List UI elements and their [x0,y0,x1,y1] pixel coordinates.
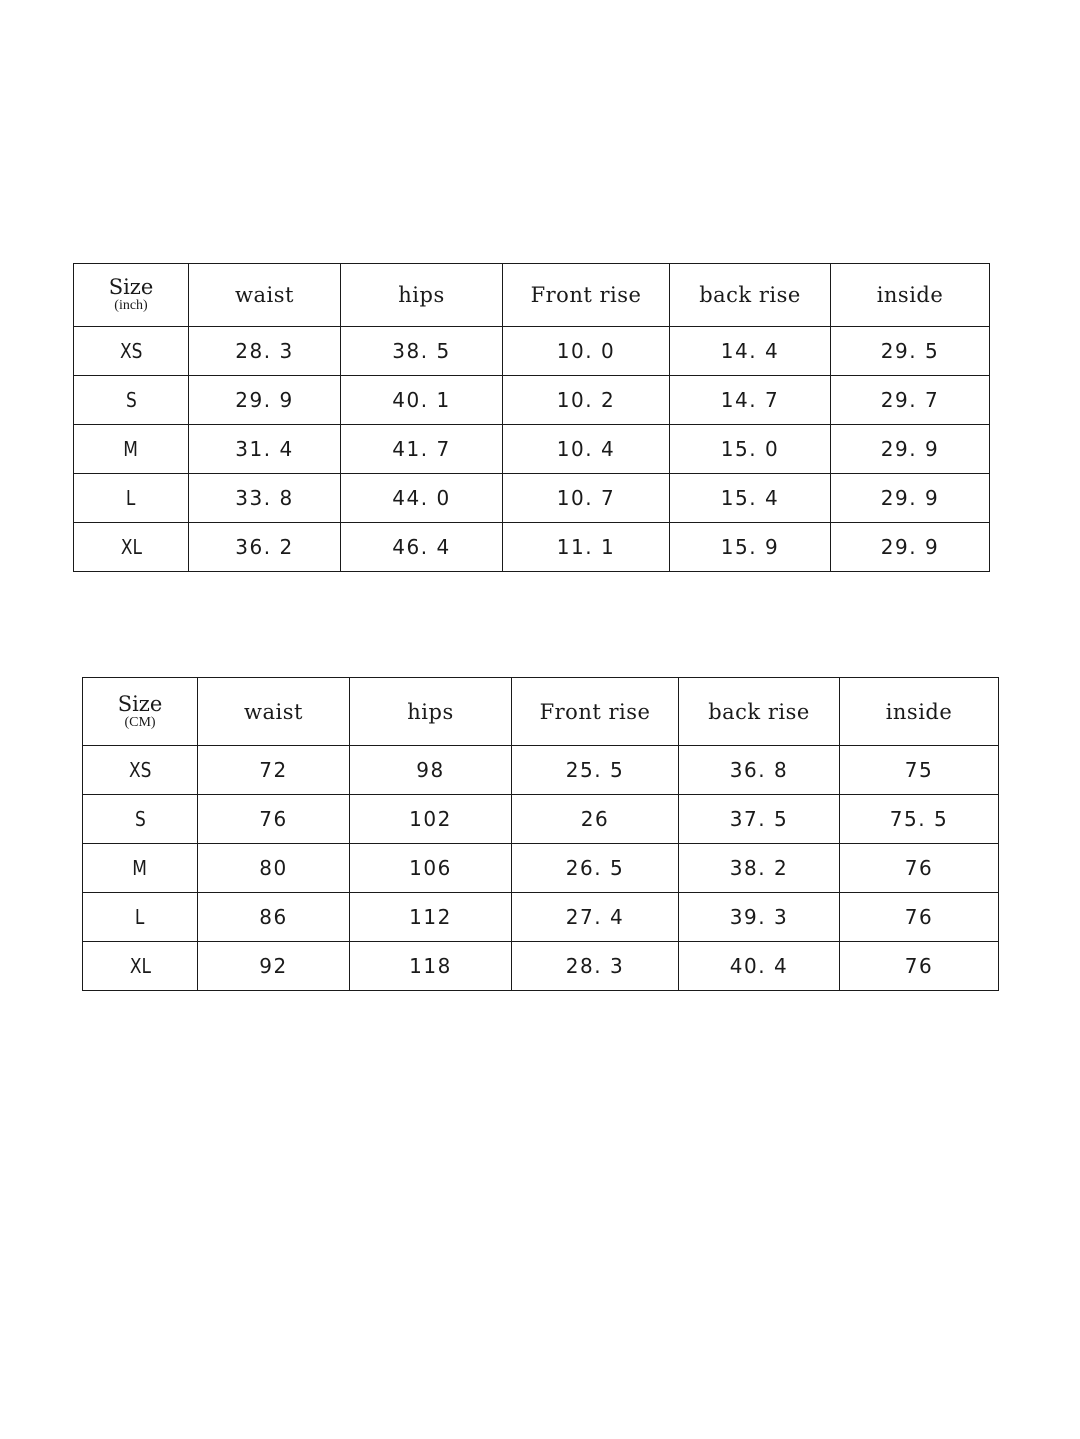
unit-label: (inch) [114,298,148,313]
size-header-cell [83,678,198,746]
size-cell [83,795,198,844]
size-label: L [126,486,136,510]
front-rise-value: 10. 0 [503,327,670,376]
waist-value: 29. 9 [189,376,341,425]
size-header: Size [108,275,154,299]
back-rise-value: 40. 4 [679,942,840,991]
table-row [83,844,999,893]
front-rise-value: 11. 1 [503,523,670,572]
hips-value: 40. 1 [341,376,503,425]
front-rise-value: 10. 2 [503,376,670,425]
back-rise-value: 37. 5 [679,795,840,844]
size-header-cell [74,264,189,327]
back-rise-value: 36. 8 [679,746,840,795]
column-header-front-rise: Front rise [512,678,679,746]
column-header-hips: hips [341,264,503,327]
table-row [74,474,990,523]
front-rise-value: 27. 4 [512,893,679,942]
front-rise-value: 26 [512,795,679,844]
hips-value: 106 [350,844,512,893]
inside-value: 75 [840,746,999,795]
front-rise-value: 26. 5 [512,844,679,893]
inside-value: 29. 7 [831,376,990,425]
waist-value: 80 [198,844,350,893]
size-label: XS [128,758,152,782]
table-row [74,425,990,474]
size-label: M [132,856,148,880]
hips-value: 112 [350,893,512,942]
header-row [83,678,999,746]
table-row [74,376,990,425]
size-cell [83,746,198,795]
size-header: Size [117,691,163,716]
unit-label: (CM) [124,714,156,730]
column-header-waist: waist [198,678,350,746]
table-row [83,893,999,942]
waist-value: 33. 8 [189,474,341,523]
hips-value: 98 [350,746,512,795]
column-header-back-rise: back rise [679,678,840,746]
inside-value: 76 [840,942,999,991]
size-chart-cm [82,677,999,991]
waist-value: 31. 4 [189,425,341,474]
inside-value: 29. 9 [831,425,990,474]
column-header-back-rise: back rise [670,264,831,327]
hips-value: 46. 4 [341,523,503,572]
column-header-waist: waist [189,264,341,327]
hips-value: 38. 5 [341,327,503,376]
inside-value: 76 [840,893,999,942]
size-chart-inch [73,263,990,572]
size-label: XS [119,339,143,363]
back-rise-value: 14. 7 [670,376,831,425]
size-label: S [125,388,137,412]
back-rise-value: 15. 4 [670,474,831,523]
table-row [74,327,990,376]
table-row [83,795,999,844]
size-label: S [134,807,146,831]
column-header-inside: inside [840,678,999,746]
size-label: XL [120,535,142,559]
front-rise-value: 25. 5 [512,746,679,795]
inside-value: 75. 5 [840,795,999,844]
size-label: M [123,437,139,461]
waist-value: 86 [198,893,350,942]
hips-value: 118 [350,942,512,991]
inside-value: 29. 9 [831,523,990,572]
table-row [83,746,999,795]
inside-value: 29. 9 [831,474,990,523]
waist-value: 36. 2 [189,523,341,572]
front-rise-value: 10. 7 [503,474,670,523]
size-cell [83,893,198,942]
size-cell [74,327,189,376]
back-rise-value: 38. 2 [679,844,840,893]
inside-value: 76 [840,844,999,893]
waist-value: 92 [198,942,350,991]
back-rise-value: 15. 9 [670,523,831,572]
table-row [74,523,990,572]
table-row [83,942,999,991]
inside-value: 29. 5 [831,327,990,376]
waist-value: 72 [198,746,350,795]
waist-value: 28. 3 [189,327,341,376]
hips-value: 102 [350,795,512,844]
waist-value: 76 [198,795,350,844]
size-label: XL [129,954,151,978]
size-cell [74,376,189,425]
size-cell [83,942,198,991]
front-rise-value: 28. 3 [512,942,679,991]
size-cell [83,844,198,893]
back-rise-value: 39. 3 [679,893,840,942]
hips-value: 44. 0 [341,474,503,523]
header-row [74,264,990,327]
back-rise-value: 15. 0 [670,425,831,474]
size-label: L [135,905,145,929]
column-header-inside: inside [831,264,990,327]
front-rise-value: 10. 4 [503,425,670,474]
size-cell [74,523,189,572]
column-header-front-rise: Front rise [503,264,670,327]
size-cell [74,474,189,523]
back-rise-value: 14. 4 [670,327,831,376]
column-header-hips: hips [350,678,512,746]
hips-value: 41. 7 [341,425,503,474]
size-cell [74,425,189,474]
